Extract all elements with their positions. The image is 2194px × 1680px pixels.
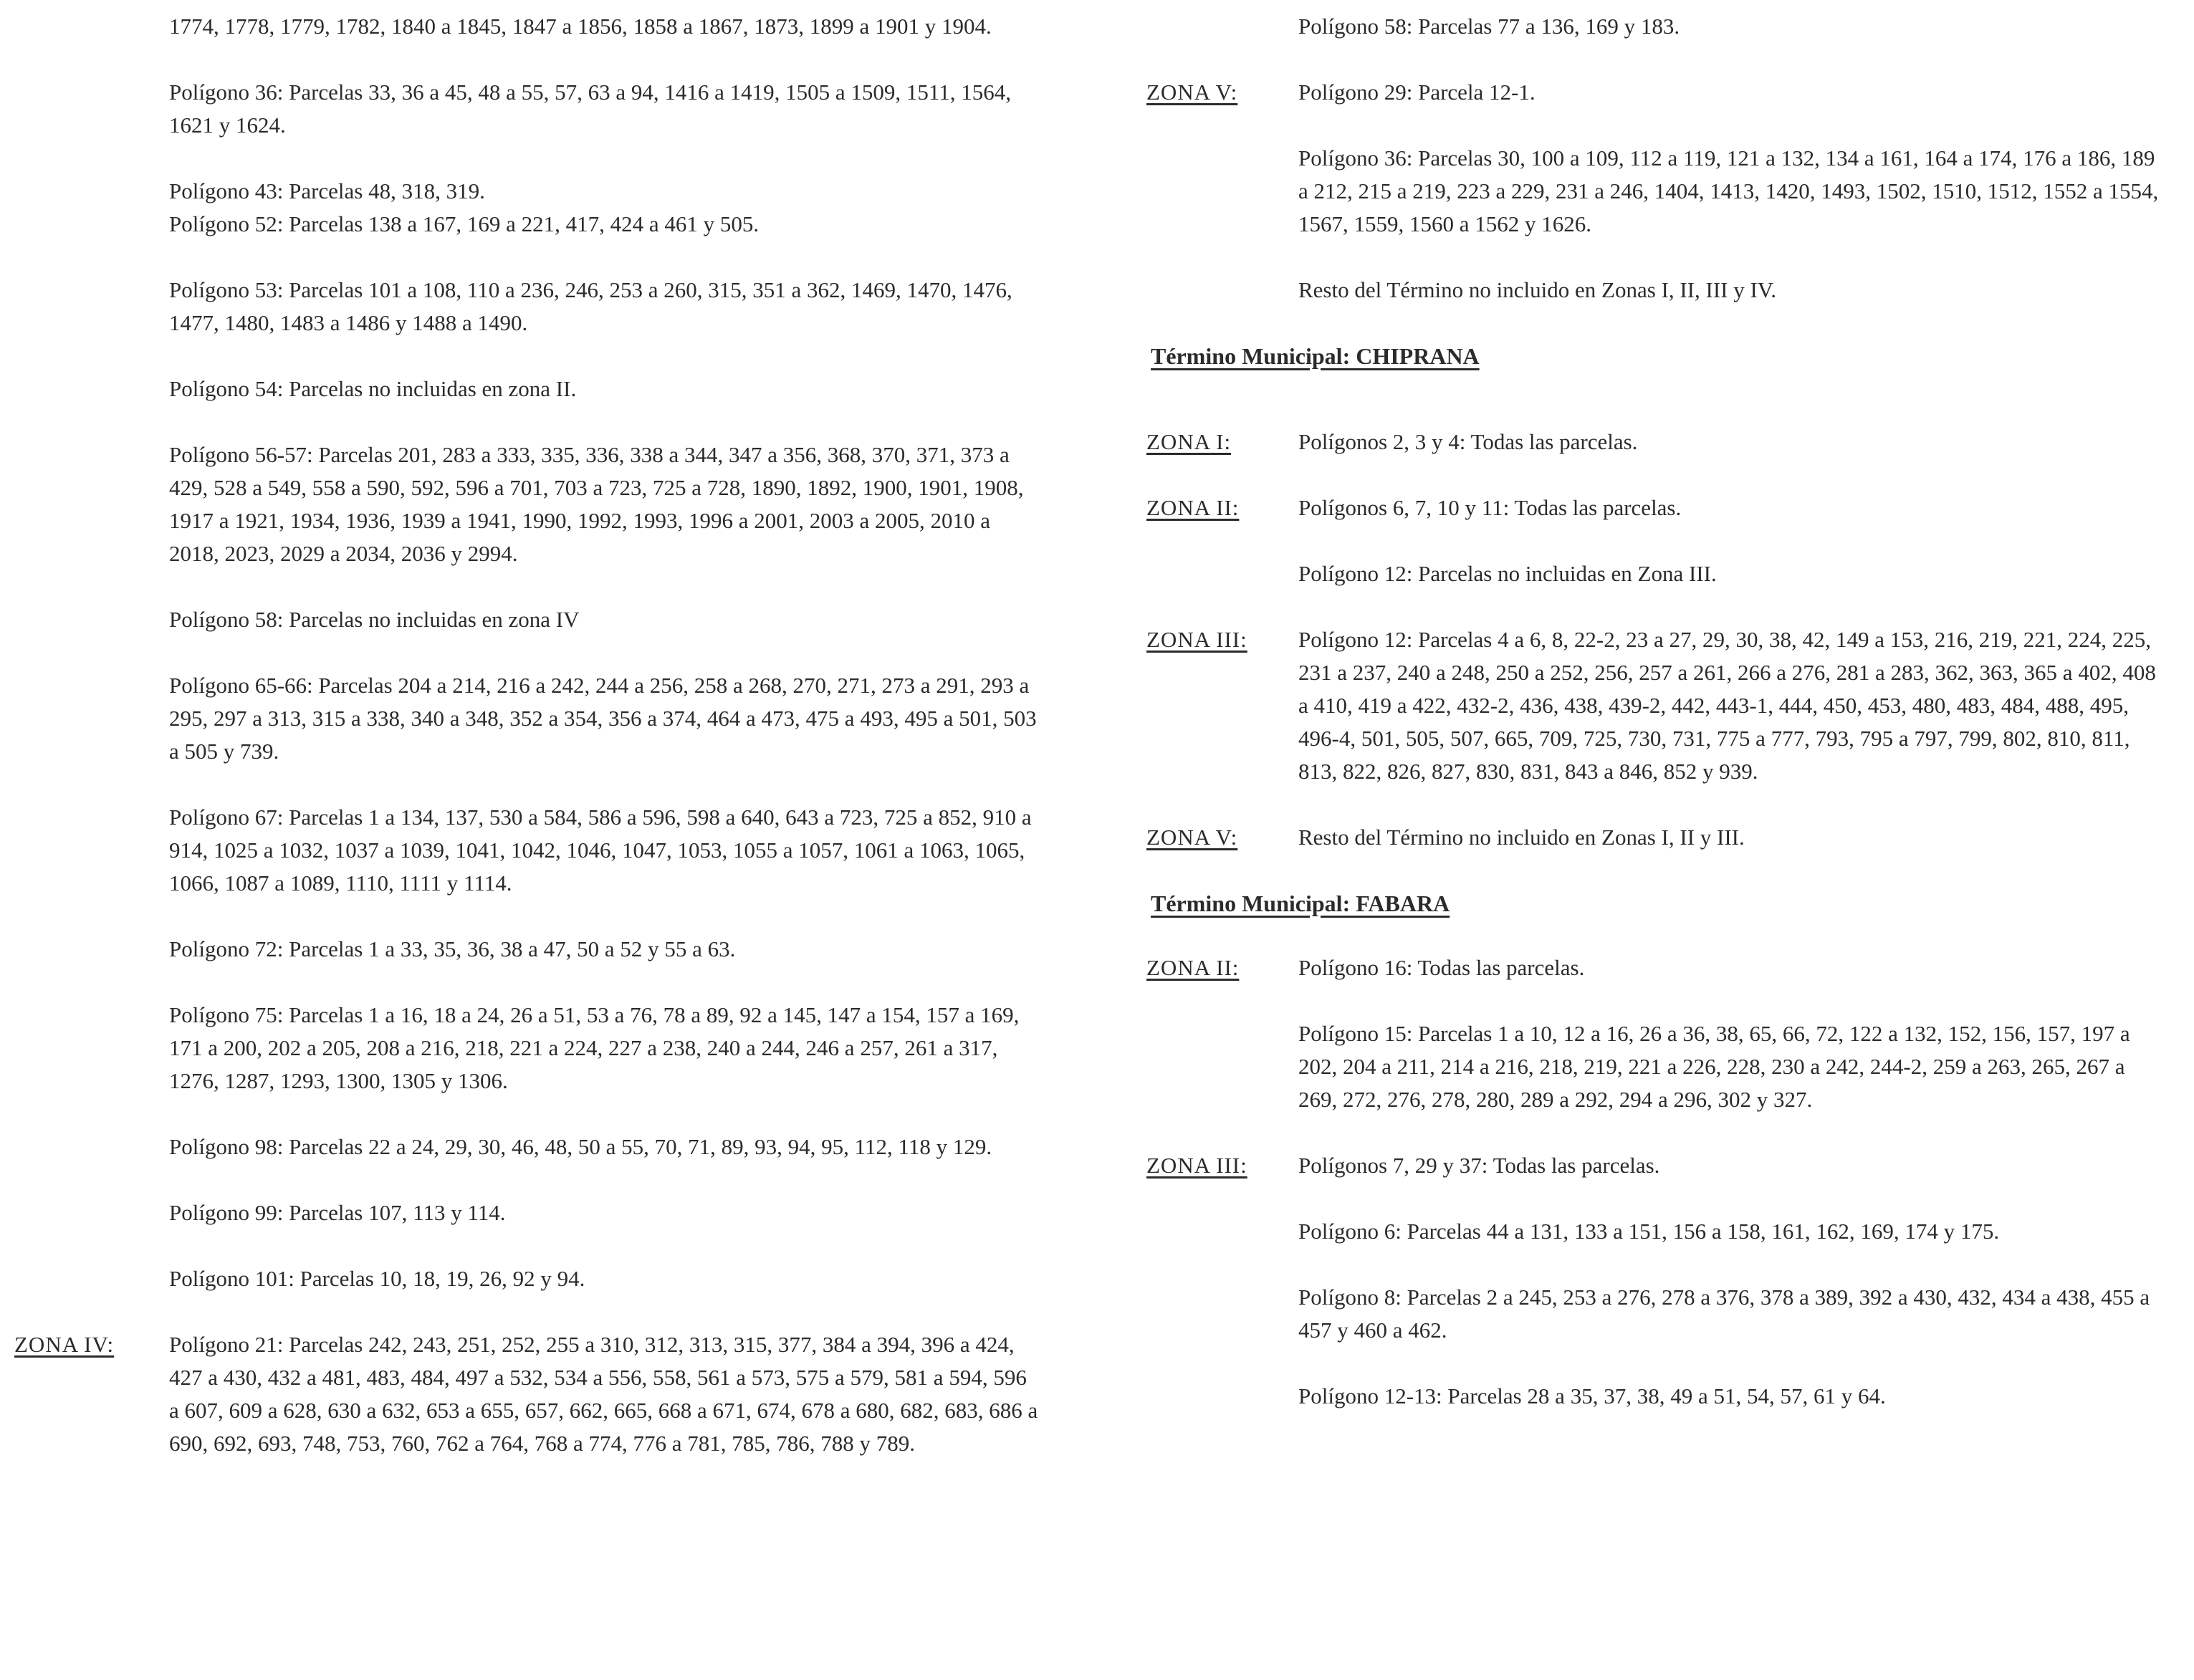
text-block: [169, 999, 1042, 1098]
text-block: [1146, 821, 2169, 854]
left-column: [0, 10, 1053, 1460]
block-text: Resto del Término no incluido en Zonas I, II, III y IV.: [1298, 277, 1776, 302]
block-text: Polígono 36: Parcelas 30, 100 a 109, 112 a 119, 121 a 132, 134 a 161, 164 a 174, 176 a 186, 189 a 212, 215 a 219, 223 a 229, 231 a 246, 1404, 1413, 1420, 1493, 1502, 1510, 1512, 1552 a 1554, 1567, 1559, 1560 a 1562 y 1626.: [1298, 145, 2159, 236]
text-block: [1146, 426, 2169, 459]
text-block: [1298, 1380, 2169, 1413]
block-text: Polígonos 6, 7, 10 y 11: Todas las parcelas.: [1298, 495, 1682, 520]
text-block: [169, 10, 1042, 43]
block-text: Polígono 101: Parcelas 10, 18, 19, 26, 92 y 94.: [169, 1266, 585, 1291]
block-text: Polígono 58: Parcelas 77 a 136, 169 y 183.: [1298, 14, 1680, 39]
block-text: Polígono 12: Parcelas 4 a 6, 8, 22-2, 23 a 27, 29, 30, 38, 42, 149 a 153, 216, 219, 221, 224, 225, 231 a 237, 240 a 248, 250 a 252, 256, 257 a 261, 266 a 276, 281 a 283, 362, 363, 365 a 402, 408 a 410, 419 a 422, 432-2, 436, 438, 439-2, 442, 443-1, 444, 450, 453, 480, 483, 484, 488, 495, 496-4, 501, 505, 507, 665, 709, 725, 730, 731, 775 a 777, 793, 795 a 797, 799, 802, 810, 811, 813, 822, 826, 827, 830, 831, 843 a 846, 852 y 939.: [1298, 627, 2156, 784]
text-block: [169, 1262, 1042, 1295]
text-block: [1298, 10, 2169, 43]
block-text: Polígono 53: Parcelas 101 a 108, 110 a 236, 246, 253 a 260, 315, 351 a 362, 1469, 1470, 1476, 1477, 1480, 1483 a 1486 y 1488 a 1490.: [169, 277, 1012, 335]
zona-label: ZONA V:: [1146, 825, 1238, 850]
zona-label: ZONA IV:: [14, 1332, 115, 1357]
block-text: 1774, 1778, 1779, 1782, 1840 a 1845, 1847 a 1856, 1858 a 1867, 1873, 1899 a 1901 y 1904.: [169, 14, 992, 39]
text-block: [169, 1131, 1042, 1163]
text-block: [1146, 1149, 2169, 1182]
text-block: [169, 274, 1042, 340]
section-heading-fabara: Término Municipal: FABARA: [1151, 891, 1450, 916]
text-block: [1298, 1215, 2169, 1248]
block-text: Polígono 8: Parcelas 2 a 245, 253 a 276, 278 a 376, 378 a 389, 392 a 430, 432, 434 a 438, 455 a 457 y 460 a 462.: [1298, 1285, 2150, 1343]
right-column: [1139, 10, 2178, 1413]
text-block: [1298, 1017, 2169, 1116]
block-text: Polígono 65-66: Parcelas 204 a 214, 216 a 242, 244 a 256, 258 a 268, 270, 271, 273 a 291, 293 a 295, 297 a 313, 315 a 338, 340 a 348, 352 a 354, 356 a 374, 464 a 473, 475 a 493, 495 a 501, 503 a 505 y 739.: [169, 673, 1037, 764]
zona-label: ZONA I:: [1146, 429, 1232, 454]
text-block: [169, 438, 1042, 570]
text-block: [169, 933, 1042, 966]
text-block: [169, 669, 1042, 768]
text-block: [14, 1328, 1042, 1460]
block-text: Polígono 56-57: Parcelas 201, 283 a 333, 335, 336, 338 a 344, 347 a 356, 368, 370, 371, 373 a 429, 528 a 549, 558 a 590, 592, 596 a 701, 703 a 723, 725 a 728, 1890, 1892, 1900, 1901, 1908, 1917 a 1921, 1934, 1936, 1939 a 1941, 1990, 1992, 1993, 1996 a 2001, 2003 a 2005, 2010 a 2018, 2023, 2029 a 2034, 2036 y 2994.: [169, 442, 1024, 566]
block-text: Polígono 36: Parcelas 33, 36 a 45, 48 a 55, 57, 63 a 94, 1416 a 1419, 1505 a 1509, 1511, 1564, 1621 y 1624.: [169, 80, 1012, 138]
text-block: [1146, 623, 2169, 788]
text-block: [1146, 951, 2169, 984]
zona-label: ZONA II:: [1146, 495, 1240, 520]
block-text: Polígono 15: Parcelas 1 a 10, 12 a 16, 26 a 36, 38, 65, 66, 72, 122 a 132, 152, 156, 157, 197 a 202, 204 a 211, 214 a 216, 218, 219, 221 a 226, 228, 230 a 242, 244-2, 259 a 263, 265, 267 a 269, 272, 276, 278, 280, 289 a 292, 294 a 296, 302 y 327.: [1298, 1021, 2130, 1112]
zona-label: ZONA V:: [1146, 80, 1238, 105]
text-block: [169, 373, 1042, 405]
zona-label: ZONA III:: [1146, 1153, 1247, 1178]
text-block: [169, 603, 1042, 636]
block-text: Polígono 12: Parcelas no incluidas en Zona III.: [1298, 561, 1717, 586]
block-text: Polígono 43: Parcelas 48, 318, 319.: [169, 178, 485, 203]
block-text: Polígono 52: Parcelas 138 a 167, 169 a 221, 417, 424 a 461 y 505.: [169, 211, 760, 236]
block-text: Polígono 75: Parcelas 1 a 16, 18 a 24, 26 a 51, 53 a 76, 78 a 89, 92 a 145, 147 a 154, 157 a 169, 171 a 200, 202 a 205, 208 a 216, 218, 221 a 224, 227 a 238, 240 a 244, 246 a 257, 261 a 317, 1276, 1287, 1293, 1300, 1305 y 1306.: [169, 1002, 1020, 1093]
block-text: Polígonos 7, 29 y 37: Todas las parcelas.: [1298, 1153, 1660, 1178]
zona-label: ZONA II:: [1146, 955, 1240, 980]
text-block: [1298, 557, 2169, 590]
block-text: Polígono 6: Parcelas 44 a 131, 133 a 151, 156 a 158, 161, 162, 169, 174 y 175.: [1298, 1219, 2000, 1244]
block-text: Polígono 12-13: Parcelas 28 a 35, 37, 38, 49 a 51, 54, 57, 61 y 64.: [1298, 1383, 1886, 1408]
block-text: Polígono 67: Parcelas 1 a 134, 137, 530 a 584, 586 a 596, 598 a 640, 643 a 723, 725 a 852, 910 a 914, 1025 a 1032, 1037 a 1039, 1041, 1042, 1046, 1047, 1053, 1055 a 1057, 1061 a 1063, 1065, 1066, 1087 a 1089, 1110, 1111 y 1114.: [169, 805, 1032, 896]
text-block: [169, 175, 1042, 208]
text-block: [169, 1196, 1042, 1229]
block-text: Polígono 21: Parcelas 242, 243, 251, 252, 255 a 310, 312, 313, 315, 377, 384 a 394, 396 a 424, 427 a 430, 432 a 481, 483, 484, 497 a 532, 534 a 556, 558, 561 a 573, 575 a 579, 581 a 594, 596 a 607, 609 a 628, 630 a 632, 653 a 655, 657, 662, 665, 668 a 671, 674, 678 a 680, 682, 683, 686 a 690, 692, 693, 748, 753, 760, 762 a 764, 768 a 774, 776 a 781, 785, 786, 788 y 789.: [169, 1332, 1038, 1456]
zona-label: ZONA III:: [1146, 627, 1247, 652]
block-text: Polígono 54: Parcelas no incluidas en zona II.: [169, 376, 577, 401]
text-block: [1146, 76, 2169, 109]
block-text: Resto del Término no incluido en Zonas I, II y III.: [1298, 825, 1745, 850]
text-block: [1298, 142, 2169, 241]
block-text: Polígono 99: Parcelas 107, 113 y 114.: [169, 1200, 506, 1225]
text-block: [169, 801, 1042, 900]
block-text: Polígono 72: Parcelas 1 a 33, 35, 36, 38 a 47, 50 a 52 y 55 a 63.: [169, 936, 736, 961]
block-text: Polígono 98: Parcelas 22 a 24, 29, 30, 46, 48, 50 a 55, 70, 71, 89, 93, 94, 95, 112, 118 y 129.: [169, 1134, 992, 1159]
text-block: [169, 208, 1042, 241]
text-block: [169, 76, 1042, 142]
section-heading-chiprana: Término Municipal: CHIPRANA: [1151, 343, 1480, 369]
block-text: Polígono 58: Parcelas no incluidas en zona IV: [169, 607, 580, 632]
block-text: Polígono 29: Parcela 12-1.: [1298, 80, 1536, 105]
text-block: [1146, 491, 2169, 524]
text-block: [1298, 1281, 2169, 1347]
text-block: [1298, 274, 2169, 307]
block-text: Polígono 16: Todas las parcelas.: [1298, 955, 1585, 980]
block-text: Polígonos 2, 3 y 4: Todas las parcelas.: [1298, 429, 1638, 454]
